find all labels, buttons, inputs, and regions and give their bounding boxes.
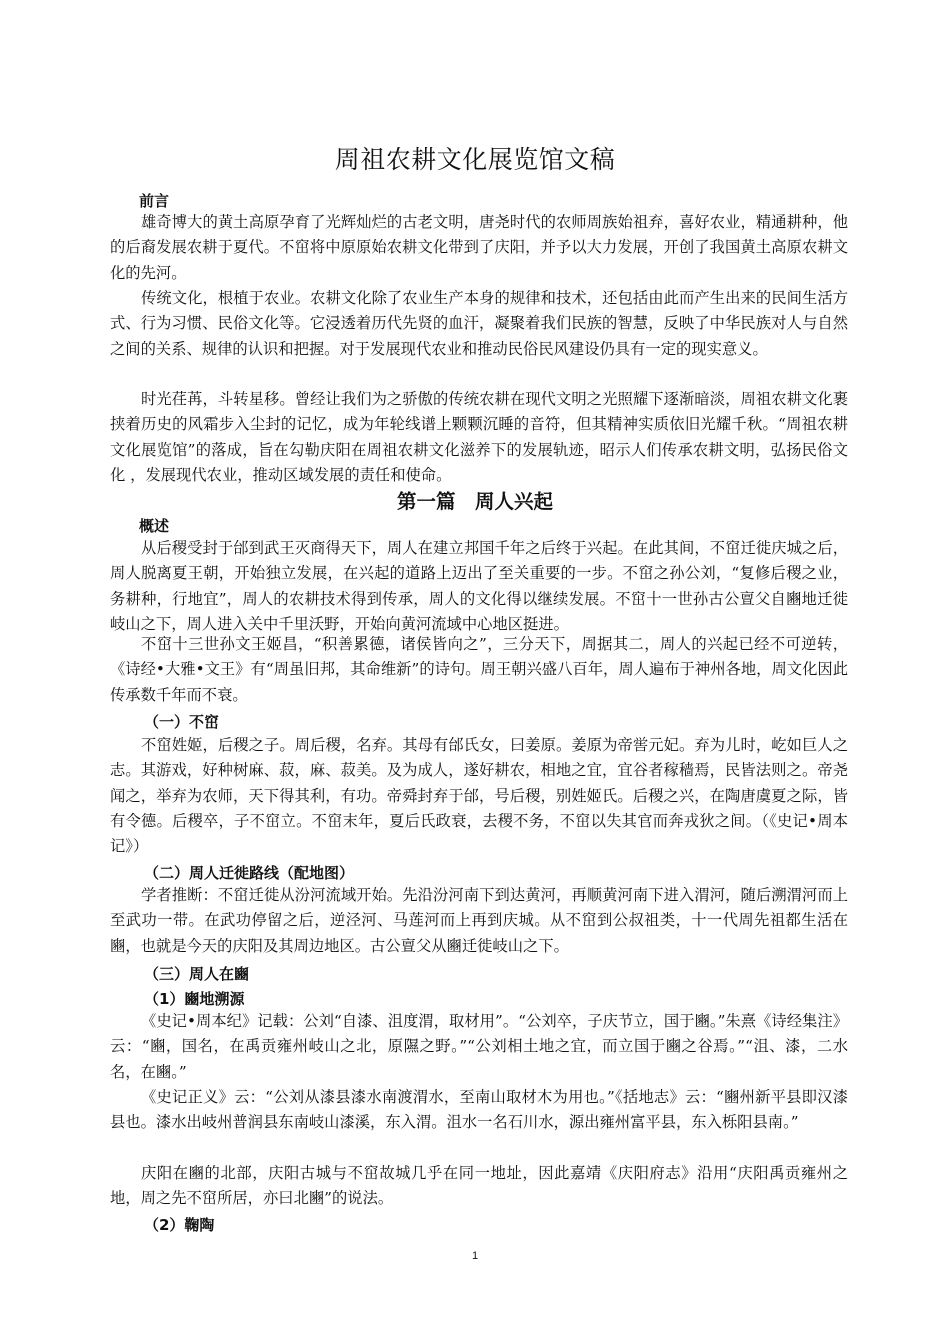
overview-paragraph-2: 不窋十三世孙文王姬昌，“积善累德，诸侯皆向之”，三分天下，周据其二，周人的兴起已经不可逆转，《诗经•大雅•文王》有“周虽旧邦，其命维新”的诗句。周王朝兴盛八百年，周人遍布于神州各地，周文化因此传承数千年而不衰。 xyxy=(110,635,848,704)
section-heading-bin: （三）周人在豳 xyxy=(144,965,250,983)
section-heading-migration: （二）周人迁徙路线（配地图） xyxy=(144,864,355,882)
subsection-heading-origin: （1）豳地溯源 xyxy=(144,990,245,1008)
foreword-heading: 前言 xyxy=(139,192,170,210)
foreword-paragraph-2: 传统文化，根植于农业。农耕文化除了农业生产本身的规律和技术，还包括由此而产生出来的民间生活方式、行为习惯、民俗文化等。它浸透着历代先贤的血汗，凝聚着我们民族的智慧，反映了中华民族对人与自然之间的关系、规律的认识和把握。对于发展现代农业和推动民俗民风建设仍具有一定的现实意义。 xyxy=(110,289,848,358)
section-paragraph-migration: 学者推断：不窋迁徙从汾河流域开始。先沿汾河南下到达黄河，再顺黄河南下进入渭河，随后溯渭河而上至武功一带。在武功停留之后，逆泾河、马莲河而上再到庆城。从不窋到公叔祖类，十一代周先祖都生活在豳，也就是今天的庆阳及其周边地区。古公亶父从豳迁徙岐山之下。 xyxy=(110,886,848,955)
subsection-paragraph-2: 《史记正义》云：“公刘从漆县漆水南渡渭水，至南山取材木为用也。”《括地志》云：“豳州新平县即汉漆县也。漆水出岐州普润县东南岐山漆溪，东入渭。沮水一名石川水，源出雍州富平县，东入栎阳县南。” xyxy=(110,1088,848,1132)
foreword-paragraph-1: 雄奇博大的黄土高原孕育了光辉灿烂的古老文明，唐尧时代的农师周族始祖弃，喜好农业，精通耕种，他的后裔发展农耕于夏代。不窋将中原原始农耕文化带到了庆阳，并予以大力发展，开创了我国黄土高原农耕文化的先河。 xyxy=(110,213,848,282)
overview-heading: 概述 xyxy=(139,517,170,535)
document-title: 周祖农耕文化展览馆文稿 xyxy=(334,145,616,174)
foreword-paragraph-3: 时光荏苒，斗转星移。曾经让我们为之骄傲的传统农耕在现代文明之光照耀下逐渐暗淡，周祖农耕文化裹挟着历史的风霜步入尘封的记忆，成为年轮线谱上颗颗沉睡的音符，但其精神实质依旧光耀千秋。“周祖农耕文化展览馆”的落成，旨在勾勒庆阳在周祖农耕文化滋养下的发展轨迹，昭示人们传承农耕文明，弘扬民俗文化 ，发展现代农业，推动区域发展的责任和使命。 xyxy=(110,390,848,484)
subsection-heading-jutao: （2）鞠陶 xyxy=(144,1216,215,1234)
subsection-paragraph-3: 庆阳在豳的北部，庆阳古城与不窋故城几乎在同一地址，因此嘉靖《庆阳府志》沿用“庆阳禹贡雍州之地，周之先不窋所居，亦曰北豳”的说法。 xyxy=(110,1164,848,1208)
overview-paragraph-1: 从后稷受封于邰到武王灭商得天下，周人在建立邦国千年之后终于兴起。在此其间，不窋迁徙庆城之后，周人脱离夏王朝，开始独立发展，在兴起的道路上迈出了至关重要的一步。不窋之孙公刘，“复修后稷之业，务耕种，行地宜”，周人的农耕技术得到传承，周人的文化得以继续发展。不窋十一世孙古公亶父自豳地迁徙岐山之下，周人进入关中千里沃野，开始向黄河流域中心地区挺进。 xyxy=(110,539,848,633)
subsection-paragraph-1: 《史记•周本纪》记载：公刘“自漆、沮度渭，取材用”。“公刘卒，子庆节立，国于豳。”朱熹《诗经集注》云：“豳，国名，在禹贡雍州岐山之北，原隰之野。”“公刘相土地之宜，而立国于豳之谷焉。”“沮、漆，二水名，在豳。” xyxy=(110,1012,848,1081)
chapter-heading: 第一篇 周人兴起 xyxy=(396,490,553,513)
section-paragraph-buzhu: 不窋姓姬，后稷之子。周后稷，名弃。其母有邰氏女，曰姜原。姜原为帝喾元妃。弃为儿时，屹如巨人之志。其游戏，好种树麻、菽，麻、菽美。及为成人，遂好耕农，相地之宜，宜谷者稼穑焉，民皆法则之。帝尧闻之，举弃为农师，天下得其利，有功。帝舜封弃于邰，号后稷，别姓姬氏。后稷之兴，在陶唐虞夏之际，皆有令德。后稷卒，子不窋立。不窋末年，夏后氏政衰，去稷不务，不窋以失其官而奔戎狄之间。（《史记•周本记》） xyxy=(110,736,848,856)
page-number: 1 xyxy=(471,1250,479,1262)
section-heading-buzhu: （一）不窋 xyxy=(144,713,220,731)
